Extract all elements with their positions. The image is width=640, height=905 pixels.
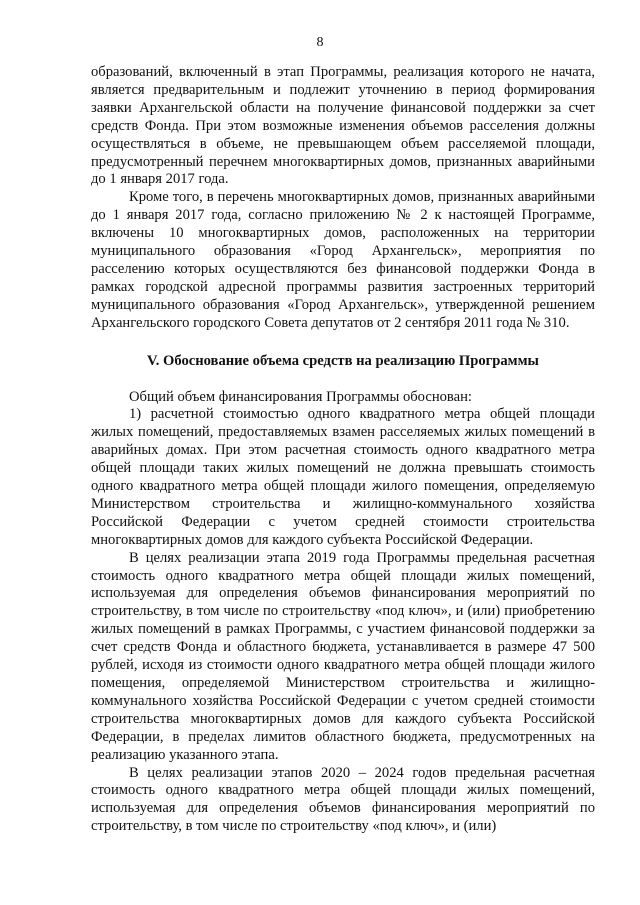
paragraph-total-financing: Общий объем финансирования Программы обоснован: — [129, 388, 472, 405]
paragraph-stage-2019: В целях реализации этапа 2019 года Программы предельная расчетная стоимость одного квадратного метра общей площади жилых помещений, используемая для определения объемов финансирования мероприятий по строительству, в том числе по строительству «под ключ», и (или) приобретению жилых помещений в рамках Программы, с участием финансовой поддержки за счет средств Фонда и областного бюджета, устанавливается в размере 47 500 рублей, исходя из стоимости одного квадратного метра общей площади жилого помещения, определяемой Министерством строительства и жилищно-коммунального хозяйства Российской Федерации с учетом средней стоимости строительства многоквартирных домов для каждого субъекта Российской Федерации, в пределах лимитов областного бюджета, предусмотренных на реализацию указанного этапа. — [91, 549, 595, 763]
paragraph-additional-houses: Кроме того, в перечень многоквартирных домов, признанных аварийными до 1 января 2017 года, согласно приложению № 2 к настоящей Программе, включены 10 многоквартирных домов, расположенных на территории муниципального образования «Город Архангельск», мероприятия по расселению которых осуществляются без финансовой поддержки Фонда в рамках городской адресной программы развития застроенных территорий муниципального образования «Город Архангельск», утвержденной решением Архангельского городского Совета депутатов от 2 сентября 2011 года № 310. — [91, 189, 595, 331]
paragraph-continuation: образований, включенный в этап Программы, реализация которого не начата, является предварительным и подлежит уточнению в период формирования заявки Архангельской области на получение финансовой поддержки за счет средств Фонда. При этом возможные изменения объемов расселения должны осуществляться в объеме, не превышающем объем расселяемой площади, предусмотренный перечнем многоквартирных домов, признанных аварийными до 1 января 2017 года. — [91, 64, 595, 188]
paragraph-stages-2020-2024: В целях реализации этапов 2020 – 2024 годов предельная расчетная стоимость одного квадратного метра общей площади жилых помещений, используемая для определения объемов финансирования мероприятий по строительству, в том числе по строительству «под ключ», и (или) — [91, 764, 595, 835]
page-number: 8 — [316, 35, 324, 50]
paragraph-item-1: 1) расчетной стоимостью одного квадратного метра общей площади жилых помещений, предоставляемых взамен расселяемых жилых помещений в аварийных домах. При этом расчетная стоимость одного квадратного метра общей площади таких жилых помещений не должна превышать стоимость одного квадратного метра общей площади жилого помещения, определяемую Министерством строительства и жилищно-коммунального хозяйства Российской Федерации с учетом средней стоимости строительства многоквартирных домов для каждого субъекта Российской Федерации. — [91, 406, 595, 548]
section-heading: V. Обоснование объема средств на реализацию Программы — [147, 352, 539, 369]
document-body — [91, 64, 595, 836]
